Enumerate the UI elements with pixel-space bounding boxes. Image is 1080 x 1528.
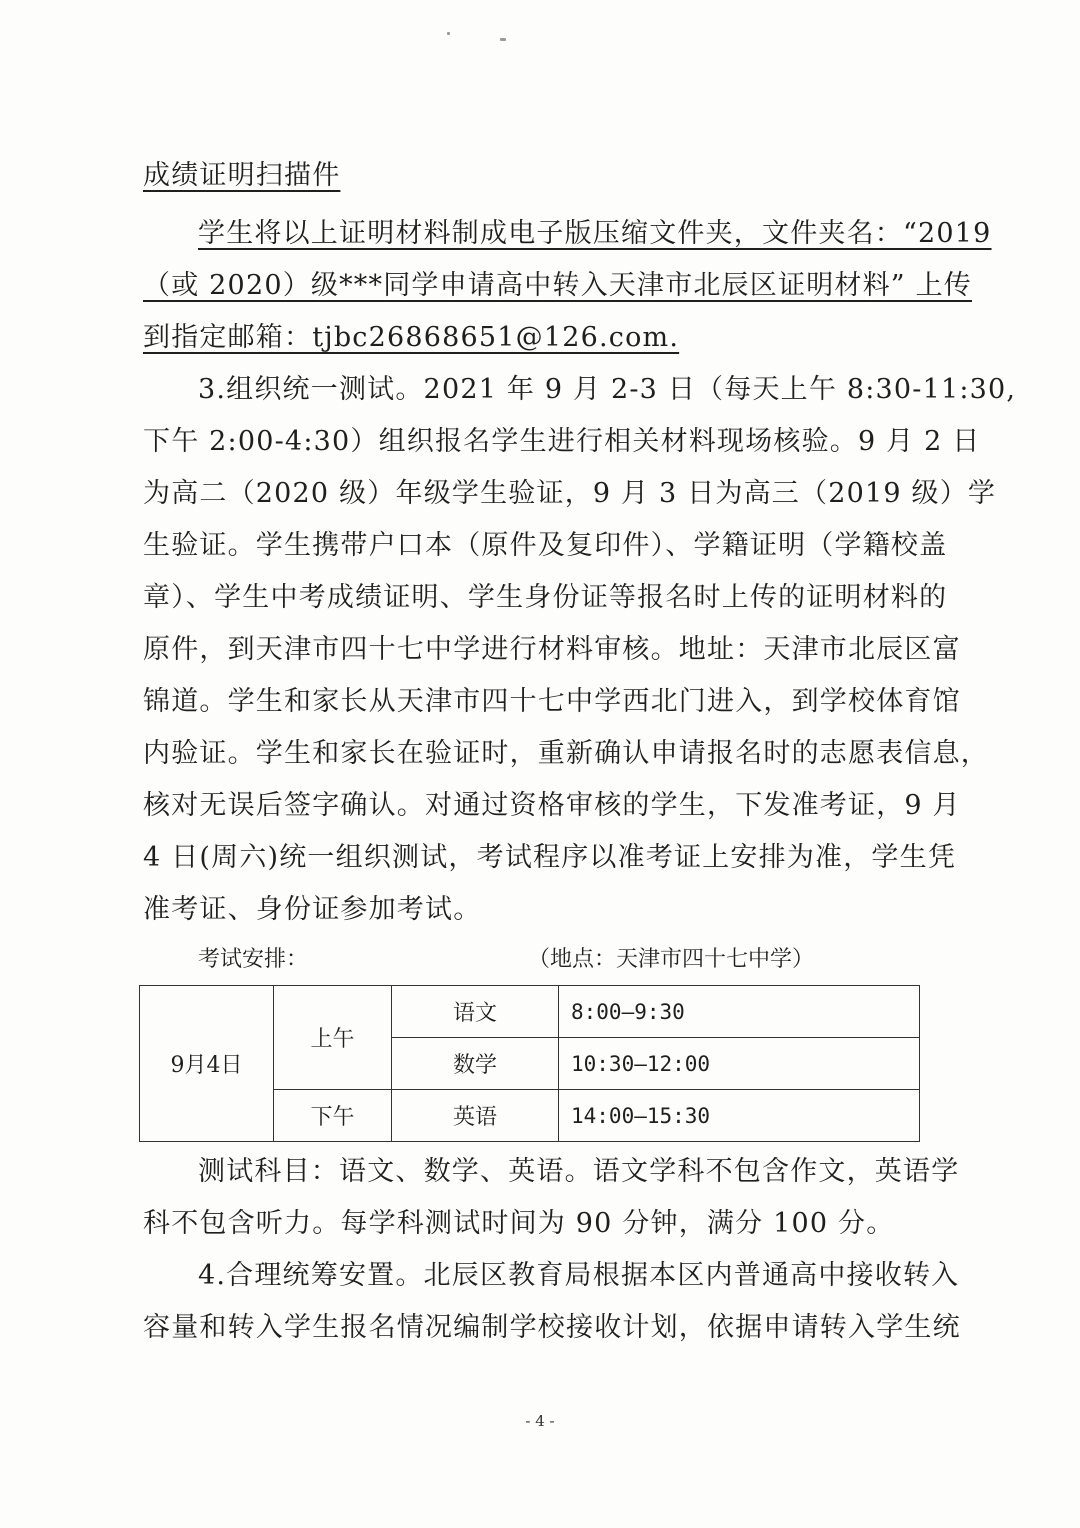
paragraph-line: 到指定邮箱：tjbc26868651@126.com. [143, 322, 680, 353]
exam-schedule-table [139, 985, 920, 1142]
subject-cell: 英语 [392, 1090, 559, 1142]
paragraph-line: 容量和转入学生报名情况编制学校接收计划，依据申请转入学生统 [143, 1312, 961, 1343]
paragraph-line: 准考证、身份证参加考试。 [143, 894, 482, 925]
subject-cell: 数学 [392, 1038, 559, 1090]
schedule-label: 考试安排： [198, 947, 309, 972]
paragraph-line: 核对无误后签字确认。对通过资格审核的学生，下发准考证，9 月 [143, 790, 961, 821]
scan-speck [447, 32, 450, 35]
paragraph-line: 锦道。学生和家长从天津市四十七中学西北门进入，到学校体育馆 [143, 686, 961, 717]
paragraph-line: 成绩证明扫描件 [143, 160, 341, 191]
time-cell: 14:00—15:30 [559, 1090, 920, 1142]
paragraph-line: 章）、学生中考成绩证明、学生身份证等报名时上传的证明材料的 [143, 582, 948, 613]
time-cell: 10:30—12:00 [559, 1038, 920, 1090]
paragraph-line: 学生将以上证明材料制成电子版压缩文件夹，文件夹名：“2019 [198, 218, 992, 249]
time-cell: 8:00—9:30 [559, 986, 920, 1038]
scan-speck [500, 38, 506, 41]
paragraph-line: （或 2020）级***同学申请高中转入天津市北辰区证明材料” 上传 [143, 270, 972, 301]
paragraph-line: 为高二（2020 级）年级学生验证，9 月 3 日为高三（2019 级）学 [143, 478, 997, 509]
exam-date-cell: 9月4日 [140, 986, 274, 1142]
paragraph-line: 4 日(周六)统一组织测试，考试程序以准考证上安排为准，学生凭 [143, 842, 957, 873]
page-number: - 4 - [525, 1412, 555, 1430]
paragraph-line: 测试科目：语文、数学、英语。语文学科不包含作文，英语学 [198, 1156, 960, 1187]
schedule-location: （地点：天津市四十七中学） [528, 947, 815, 972]
paragraph-line: 4.合理统筹安置。北辰区教育局根据本区内普通高中接收转入 [198, 1260, 960, 1291]
paragraph-line: 3.组织统一测试。2021 年 9 月 2-3 日（每天上午 8:30-11:30, [198, 374, 1017, 405]
session-morning-cell: 上午 [274, 986, 392, 1090]
paragraph-line: 原件，到天津市四十七中学进行材料审核。地址：天津市北辰区富 [143, 634, 961, 665]
paragraph-line: 生验证。学生携带户口本（原件及复印件）、学籍证明（学籍校盖 [143, 530, 948, 561]
subject-cell: 语文 [392, 986, 559, 1038]
paragraph-line: 科不包含听力。每学科测试时间为 90 分钟，满分 100 分。 [143, 1208, 895, 1239]
table-row [140, 986, 920, 1038]
paragraph-line: 内验证。学生和家长在验证时，重新确认申请报名时的志愿表信息， [143, 738, 989, 769]
session-afternoon-cell: 下午 [274, 1090, 392, 1142]
paragraph-line: 下午 2:00-4:30）组织报名学生进行相关材料现场核验。9 月 2 日 [143, 426, 981, 457]
